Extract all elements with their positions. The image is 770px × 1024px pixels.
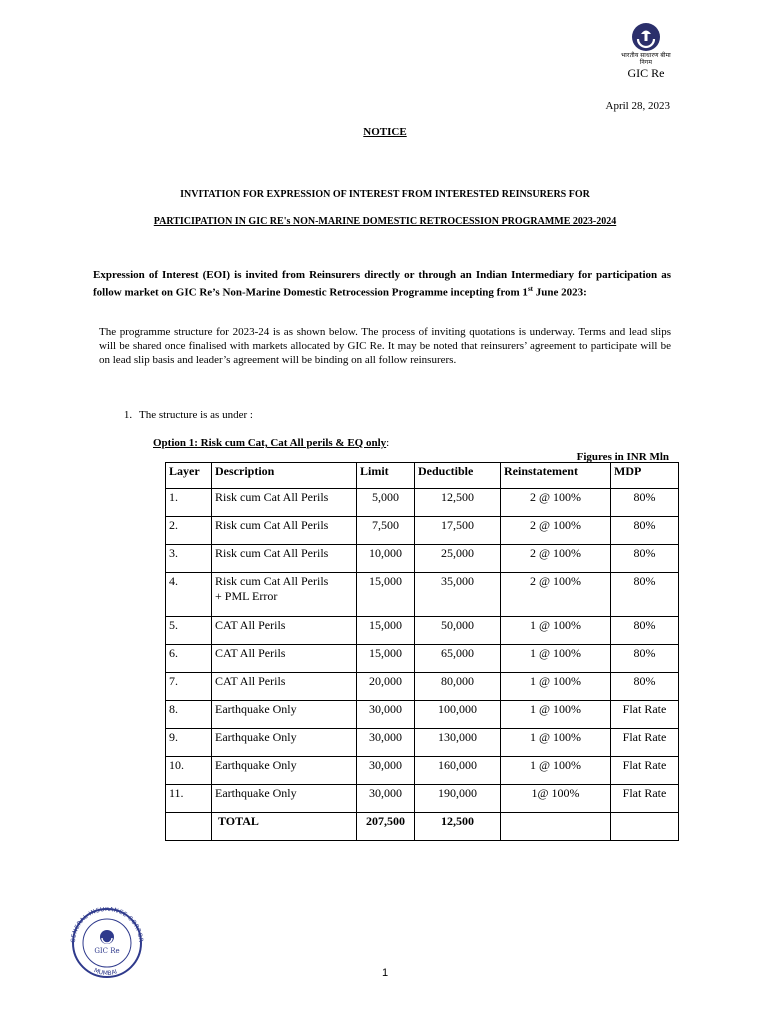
cell-deductible: 160,000 [415, 757, 501, 785]
cell-layer: 4. [166, 573, 212, 617]
cell-description: Earthquake Only [212, 729, 357, 757]
table-row [166, 489, 679, 517]
table-row [166, 545, 679, 573]
table-row [166, 757, 679, 785]
programme-paragraph: The programme structure for 2023-24 is as shown below. The process of inviting quotations is underway. Terms and lead slips will be shared once finalised with markets allocated by GIC Re. It may be noted that reinsurers’ agreement to participate will be on lead slip basis and leader’s agreement will be binding on all follow reinsurers. [99, 326, 671, 366]
cell-description: Earthquake Only [212, 757, 357, 785]
option-label: Option 1: Risk cum Cat, Cat All perils & EQ only [153, 437, 387, 449]
notice-title: NOTICE [363, 126, 407, 138]
cell-limit: 15,000 [357, 573, 415, 617]
cell-layer: 3. [166, 545, 212, 573]
cell-mdp: 80% [611, 489, 679, 517]
logo-name: GIC Re [627, 66, 665, 80]
cell-description: Risk cum Cat All Perils [212, 517, 357, 545]
total-limit: 207,500 [357, 813, 415, 841]
total-deductible: 12,500 [415, 813, 501, 841]
cell-description: Risk cum Cat All Perils [212, 489, 357, 517]
header-reinstatement: Reinstatement [501, 463, 611, 489]
cell-description-line-1: Risk cum Cat All Perils [215, 574, 329, 588]
cell-limit: 30,000 [357, 757, 415, 785]
heading-line-2: PARTICIPATION IN GIC RE's NON-MARINE DOMESTIC RETROCESSION PROGRAMME 2023-2024 [153, 216, 617, 227]
cell-limit: 30,000 [357, 785, 415, 813]
cell-reinstatement: 1 @ 100% [501, 757, 611, 785]
cell-layer: 9. [166, 729, 212, 757]
cell-deductible: 17,500 [415, 517, 501, 545]
gic-re-emblem-icon [631, 22, 661, 52]
cell-deductible: 80,000 [415, 673, 501, 701]
cell-limit: 20,000 [357, 673, 415, 701]
table-row [166, 785, 679, 813]
table-row [166, 645, 679, 673]
cell-limit: 15,000 [357, 645, 415, 673]
cell-description: Earthquake Only [212, 701, 357, 729]
header-mdp: MDP [611, 463, 679, 489]
table-row [166, 673, 679, 701]
cell-mdp: 80% [611, 517, 679, 545]
cell-limit: 5,000 [357, 489, 415, 517]
header-limit: Limit [357, 463, 415, 489]
cell-description: CAT All Perils [212, 673, 357, 701]
cell-mdp: 80% [611, 573, 679, 617]
cell-layer: 2. [166, 517, 212, 545]
cell-description: CAT All Perils [212, 645, 357, 673]
cell-limit: 7,500 [357, 517, 415, 545]
table-row [166, 517, 679, 545]
cell-description: CAT All Perils [212, 617, 357, 645]
header-layer: Layer [166, 463, 212, 489]
cell-reinstatement: 1 @ 100% [501, 617, 611, 645]
logo-subtitle: भारतीय साधारण बीमा निगम [621, 53, 671, 66]
cell-reinstatement: 2 @ 100% [501, 489, 611, 517]
cell-reinstatement: 2 @ 100% [501, 545, 611, 573]
cell-mdp: 80% [611, 645, 679, 673]
table-row [166, 701, 679, 729]
cell-limit: 30,000 [357, 701, 415, 729]
gic-re-logo [618, 22, 674, 80]
cell-deductible: 50,000 [415, 617, 501, 645]
cell-mdp: 80% [611, 673, 679, 701]
svg-text:GENERAL INSURANCE CORPORATION: GENERAL INSURANCE CORPOR [69, 907, 145, 944]
cell-limit: 30,000 [357, 729, 415, 757]
cell-layer: 1. [166, 489, 212, 517]
svg-text:MUMBAI: MUMBAI [92, 967, 119, 978]
programme-structure-table [165, 462, 679, 841]
cell-deductible: 35,000 [415, 573, 501, 617]
cell-deductible: 25,000 [415, 545, 501, 573]
table-header-row [166, 463, 679, 489]
cell-reinstatement: 1 @ 100% [501, 701, 611, 729]
cell-empty [501, 813, 611, 841]
option-heading [153, 437, 389, 449]
cell-description: Earthquake Only [212, 785, 357, 813]
cell-deductible: 100,000 [415, 701, 501, 729]
eoi-text: Expression of Interest (EOI) is invited from Reinsurers directly or through an Indian Intermediary for participation as follow market on GIC Re’s Non-Marine Domestic Retrocession Programme incepting from 1 [93, 269, 671, 299]
cell-description [212, 573, 357, 617]
list-item-number: 1. [123, 409, 133, 421]
cell-mdp: Flat Rate [611, 757, 679, 785]
cell-reinstatement: 1 @ 100% [501, 645, 611, 673]
table-row [166, 573, 679, 617]
cell-mdp: Flat Rate [611, 701, 679, 729]
cell-mdp: 80% [611, 545, 679, 573]
cell-limit: 15,000 [357, 617, 415, 645]
cell-deductible: 190,000 [415, 785, 501, 813]
table-row [166, 617, 679, 645]
cell-description-line-2: + PML Error [215, 589, 278, 603]
cell-layer: 8. [166, 701, 212, 729]
cell-reinstatement: 2 @ 100% [501, 517, 611, 545]
cell-layer: 5. [166, 617, 212, 645]
cell-layer: 11. [166, 785, 212, 813]
heading-line-1: INVITATION FOR EXPRESSION OF INTEREST FROM INTERESTED REINSURERS FOR [180, 189, 590, 200]
cell-deductible: 65,000 [415, 645, 501, 673]
list-item-1 [117, 409, 253, 421]
page-number: 1 [381, 967, 389, 979]
cell-mdp: Flat Rate [611, 729, 679, 757]
cell-layer: 10. [166, 757, 212, 785]
cell-description: Risk cum Cat All Perils [212, 545, 357, 573]
cell-layer: 7. [166, 673, 212, 701]
total-label: TOTAL [212, 813, 357, 841]
cell-empty [166, 813, 212, 841]
list-item-text: The structure is as under : [139, 409, 253, 421]
option-suffix: : [386, 437, 390, 449]
cell-empty [611, 813, 679, 841]
cell-layer: 6. [166, 645, 212, 673]
eoi-statement [93, 268, 671, 300]
header-deductible: Deductible [415, 463, 501, 489]
eoi-tail: June 2023: [533, 286, 587, 299]
notice-date: April 28, 2023 [605, 100, 670, 112]
cell-mdp: Flat Rate [611, 785, 679, 813]
cell-limit: 10,000 [357, 545, 415, 573]
cell-deductible: 130,000 [415, 729, 501, 757]
svg-text:GIC Re: GIC Re [94, 947, 120, 955]
cell-reinstatement: 1@ 100% [501, 785, 611, 813]
figures-note: Figures in INR Mln [576, 451, 669, 463]
header-description: Description [212, 463, 357, 489]
cell-deductible: 12,500 [415, 489, 501, 517]
cell-reinstatement: 1 @ 100% [501, 729, 611, 757]
table-row [166, 729, 679, 757]
cell-mdp: 80% [611, 617, 679, 645]
table-total-row [166, 813, 679, 841]
cell-reinstatement: 1 @ 100% [501, 673, 611, 701]
eoi-superscript: st [527, 285, 533, 293]
cell-reinstatement: 2 @ 100% [501, 573, 611, 617]
